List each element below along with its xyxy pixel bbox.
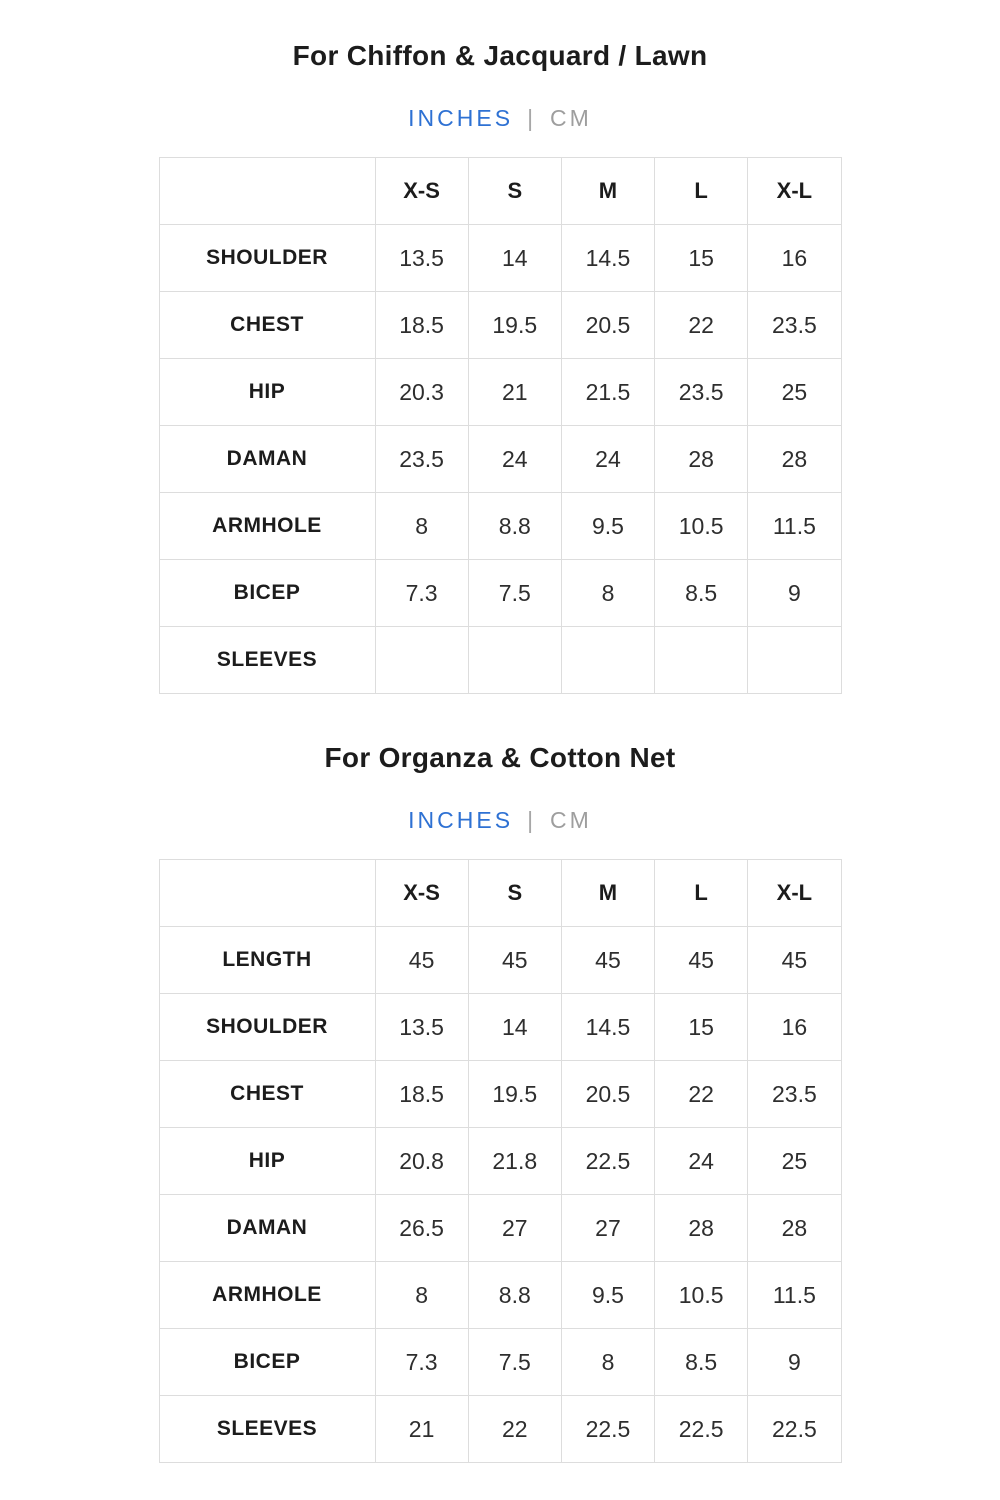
size-value-cell: 15 [655,225,748,292]
size-value-cell: 23.5 [655,359,748,426]
size-value-cell: 20.5 [561,1061,654,1128]
section-title: For Chiffon & Jacquard / Lawn [292,40,708,71]
size-value-cell: 18.5 [375,1061,468,1128]
size-value-cell: 22.5 [748,1396,841,1463]
size-column-header: L [655,158,748,225]
size-value-cell: 11.5 [748,493,841,560]
measurement-label: SLEEVES [159,627,375,694]
size-value-cell: 8.8 [468,493,561,560]
size-value-cell: 11.5 [748,1262,841,1329]
size-value-cell: 27 [561,1195,654,1262]
measurement-label: DAMAN [159,426,375,493]
size-value-cell: 13.5 [375,994,468,1061]
unit-toggle [0,105,1000,132]
table-row [159,426,841,493]
measurement-label: BICEP [159,1329,375,1396]
table-row [159,1396,841,1463]
size-value-cell: 8.5 [655,560,748,627]
size-value-cell: 7.3 [375,560,468,627]
unit-cm-button[interactable]: CM [550,807,592,833]
size-column-header: S [468,158,561,225]
unit-cm-button[interactable]: CM [550,105,592,131]
measurement-label: SLEEVES [159,1396,375,1463]
corner-cell [159,860,375,927]
size-value-cell: 45 [375,927,468,994]
table-row [159,493,841,560]
size-value-cell: 25 [748,359,841,426]
size-column-header: X-L [748,860,841,927]
table-row [159,359,841,426]
table-row [159,1329,841,1396]
measurement-label: BICEP [159,560,375,627]
size-value-cell: 9.5 [561,493,654,560]
section-chiffon-jacquard-lawn [0,0,1000,694]
section-title: For Organza & Cotton Net [324,742,676,773]
size-value-cell: 9 [748,1329,841,1396]
size-value-cell: 8.5 [655,1329,748,1396]
unit-inches-button[interactable]: INCHES [408,807,514,833]
table-row [159,927,841,994]
size-value-cell: 24 [655,1128,748,1195]
size-chart-table [159,859,842,1463]
size-value-cell: 7.3 [375,1329,468,1396]
size-value-cell: 14 [468,994,561,1061]
size-value-cell: 8 [375,1262,468,1329]
size-value-cell [655,627,748,694]
size-value-cell: 8 [561,560,654,627]
size-value-cell: 22.5 [561,1128,654,1195]
size-column-header: M [561,158,654,225]
size-value-cell: 10.5 [655,1262,748,1329]
measurement-label: ARMHOLE [159,493,375,560]
unit-divider: | [527,807,537,833]
corner-cell [159,158,375,225]
size-value-cell: 7.5 [468,560,561,627]
table-row [159,225,841,292]
size-column-header: L [655,860,748,927]
table-row [159,292,841,359]
size-value-cell: 28 [655,1195,748,1262]
size-value-cell: 7.5 [468,1329,561,1396]
measurement-label: LENGTH [159,927,375,994]
header-row [159,158,841,225]
table-row [159,627,841,694]
size-chart-container [0,157,1000,694]
header-row [159,860,841,927]
measurement-label: DAMAN [159,1195,375,1262]
size-value-cell: 22 [468,1396,561,1463]
size-value-cell: 8 [561,1329,654,1396]
size-value-cell: 8 [375,493,468,560]
table-row [159,1195,841,1262]
table-row [159,1061,841,1128]
table-row [159,1262,841,1329]
size-value-cell: 45 [468,927,561,994]
size-value-cell: 24 [561,426,654,493]
size-value-cell: 18.5 [375,292,468,359]
measurement-label: ARMHOLE [159,1262,375,1329]
size-value-cell: 25 [748,1128,841,1195]
size-value-cell: 16 [748,225,841,292]
unit-inches-button[interactable]: INCHES [408,105,514,131]
size-value-cell: 8.8 [468,1262,561,1329]
size-value-cell [561,627,654,694]
size-value-cell [375,627,468,694]
size-column-header: S [468,860,561,927]
unit-divider: | [527,105,537,131]
measurement-label: SHOULDER [159,994,375,1061]
size-value-cell: 45 [561,927,654,994]
size-value-cell: 45 [748,927,841,994]
size-value-cell: 23.5 [748,1061,841,1128]
size-chart-table [159,157,842,694]
size-value-cell: 23.5 [748,292,841,359]
size-value-cell: 22.5 [561,1396,654,1463]
size-value-cell: 20.3 [375,359,468,426]
size-value-cell: 22 [655,1061,748,1128]
size-value-cell: 14.5 [561,994,654,1061]
size-value-cell: 21.5 [561,359,654,426]
size-value-cell: 27 [468,1195,561,1262]
size-value-cell: 10.5 [655,493,748,560]
size-value-cell: 14 [468,225,561,292]
size-value-cell: 19.5 [468,1061,561,1128]
size-value-cell: 22 [655,292,748,359]
size-value-cell: 20.8 [375,1128,468,1195]
table-row [159,1128,841,1195]
size-value-cell: 9 [748,560,841,627]
size-value-cell: 45 [655,927,748,994]
measurement-label: HIP [159,359,375,426]
size-value-cell [748,627,841,694]
size-value-cell: 21 [375,1396,468,1463]
size-value-cell: 21 [468,359,561,426]
size-column-header: X-L [748,158,841,225]
size-value-cell: 24 [468,426,561,493]
size-chart-container [0,859,1000,1463]
measurement-label: HIP [159,1128,375,1195]
size-value-cell: 15 [655,994,748,1061]
size-value-cell: 22.5 [655,1396,748,1463]
size-value-cell [468,627,561,694]
size-column-header: X-S [375,860,468,927]
size-value-cell: 28 [748,426,841,493]
measurement-label: SHOULDER [159,225,375,292]
size-value-cell: 26.5 [375,1195,468,1262]
measurement-label: CHEST [159,292,375,359]
size-value-cell: 28 [748,1195,841,1262]
size-value-cell: 13.5 [375,225,468,292]
size-value-cell: 19.5 [468,292,561,359]
size-value-cell: 14.5 [561,225,654,292]
size-value-cell: 21.8 [468,1128,561,1195]
measurement-label: CHEST [159,1061,375,1128]
size-column-header: M [561,860,654,927]
unit-toggle [0,807,1000,834]
size-value-cell: 23.5 [375,426,468,493]
table-row [159,994,841,1061]
section-organza-cotton-net [0,694,1000,1463]
size-column-header: X-S [375,158,468,225]
size-value-cell: 28 [655,426,748,493]
size-value-cell: 16 [748,994,841,1061]
size-value-cell: 9.5 [561,1262,654,1329]
size-value-cell: 20.5 [561,292,654,359]
table-row [159,560,841,627]
